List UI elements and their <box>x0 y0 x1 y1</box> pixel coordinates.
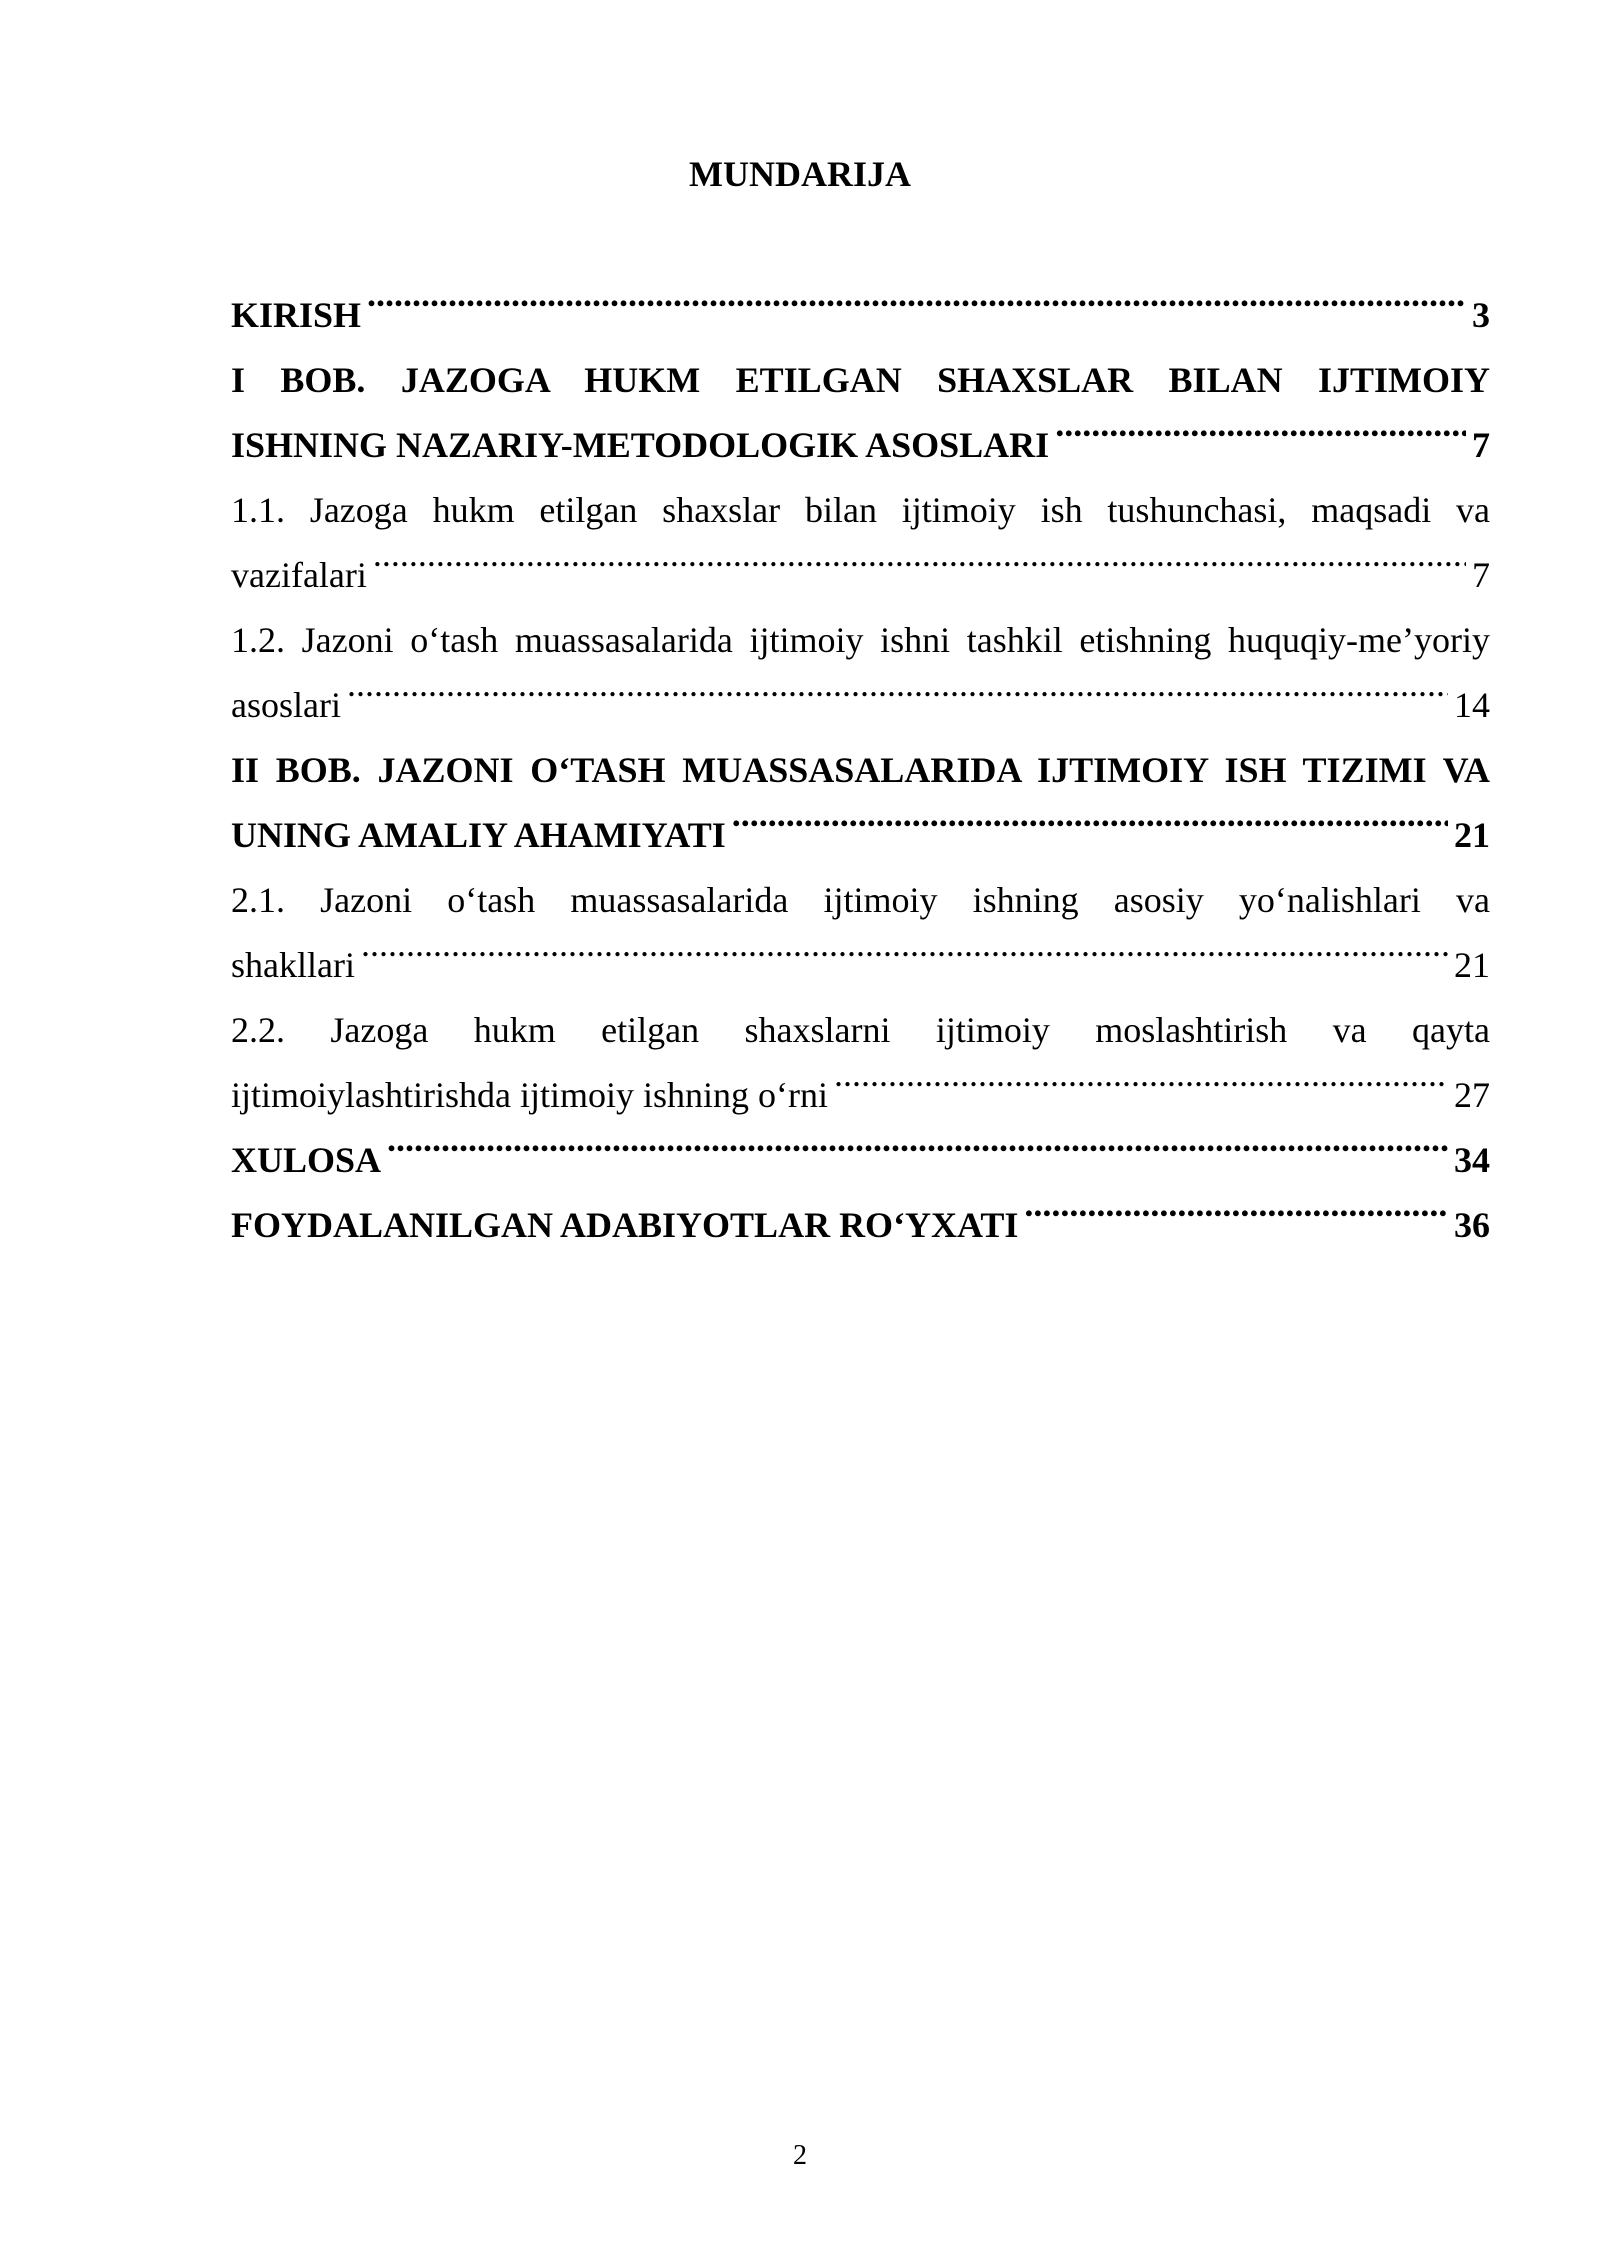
toc-entry-title-line: shakllari <box>231 945 355 985</box>
toc-entry-title-line: FOYDALANILGAN ADABIYOTLAR RO‘YXATI <box>231 1205 1019 1245</box>
table-of-contents <box>231 283 1490 1258</box>
dot-leader <box>361 941 1448 977</box>
dot-leader <box>732 811 1448 847</box>
page-title: MUNDARIJA <box>689 154 911 194</box>
toc-entry-page-number: 21 <box>1454 945 1490 985</box>
toc-entry[interactable] <box>231 868 1490 998</box>
toc-entry[interactable] <box>231 478 1490 608</box>
toc-entry[interactable] <box>231 998 1490 1128</box>
toc-entry-title-line: KIRISH <box>231 295 362 335</box>
dot-leader <box>373 551 1466 587</box>
toc-entry-title-line: XULOSA <box>231 1140 382 1180</box>
toc-entry-title-line: asoslari <box>231 685 341 725</box>
toc-entry-title-line: 1.1. Jazoga hukm etilgan shaxslar bilan ijtimoiy ish tushunchasi, maqsadi va <box>231 490 1490 530</box>
toc-entry-page-number: 3 <box>1472 295 1490 335</box>
toc-entry-title-line: ISHNING NAZARIY-METODOLOGIK ASOSLARI <box>231 425 1050 465</box>
toc-entry[interactable] <box>231 1128 1490 1193</box>
toc-entry[interactable] <box>231 283 1490 348</box>
toc-entry-page-number: 27 <box>1454 1075 1490 1115</box>
toc-entry-title-line: 2.2. Jazoga hukm etilgan shaxslarni ijtimoiy moslashtirish va qayta <box>231 1010 1490 1050</box>
dot-leader <box>834 1071 1448 1107</box>
toc-entry[interactable] <box>231 348 1490 478</box>
toc-entry-title-line: II BOB. JAZONI O‘TASH MUASSASALARIDA IJTIMOIY ISH TIZIMI VA <box>231 750 1490 790</box>
dot-leader <box>387 1136 1448 1172</box>
toc-entry-title-line: ijtimoiylashtirishda ijtimoiy ishning o‘rni <box>231 1075 828 1115</box>
toc-entry[interactable] <box>231 608 1490 738</box>
toc-entry-title-line: vazifalari <box>231 555 367 595</box>
toc-entry-title-line: 1.2. Jazoni o‘tash muassasalarida ijtimoiy ishni tashkil etishning huquqiy-me’yoriy <box>231 620 1490 660</box>
dot-leader <box>1055 421 1466 457</box>
toc-entry-title-line: 2.1. Jazoni o‘tash muassasalarida ijtimoiy ishning asosiy yo‘nalishlari va <box>231 880 1490 920</box>
dot-leader <box>1024 1201 1448 1237</box>
page-number: 2 <box>793 2140 807 2171</box>
toc-entry-page-number: 36 <box>1454 1205 1490 1245</box>
toc-entry-page-number: 21 <box>1454 815 1490 855</box>
dot-leader <box>367 291 1466 327</box>
toc-entry-title-line: UNING AMALIY AHAMIYATI <box>231 815 726 855</box>
toc-entry-page-number: 7 <box>1472 555 1490 595</box>
toc-entry-page-number: 14 <box>1454 685 1490 725</box>
toc-entry-title-line: I BOB. JAZOGA HUKM ETILGAN SHAXSLAR BILAN IJTIMOIY <box>231 360 1490 400</box>
toc-entry[interactable] <box>231 1193 1490 1258</box>
toc-entry-page-number: 7 <box>1472 425 1490 465</box>
dot-leader <box>347 681 1448 717</box>
toc-entry-page-number: 34 <box>1454 1140 1490 1180</box>
toc-entry[interactable] <box>231 738 1490 868</box>
